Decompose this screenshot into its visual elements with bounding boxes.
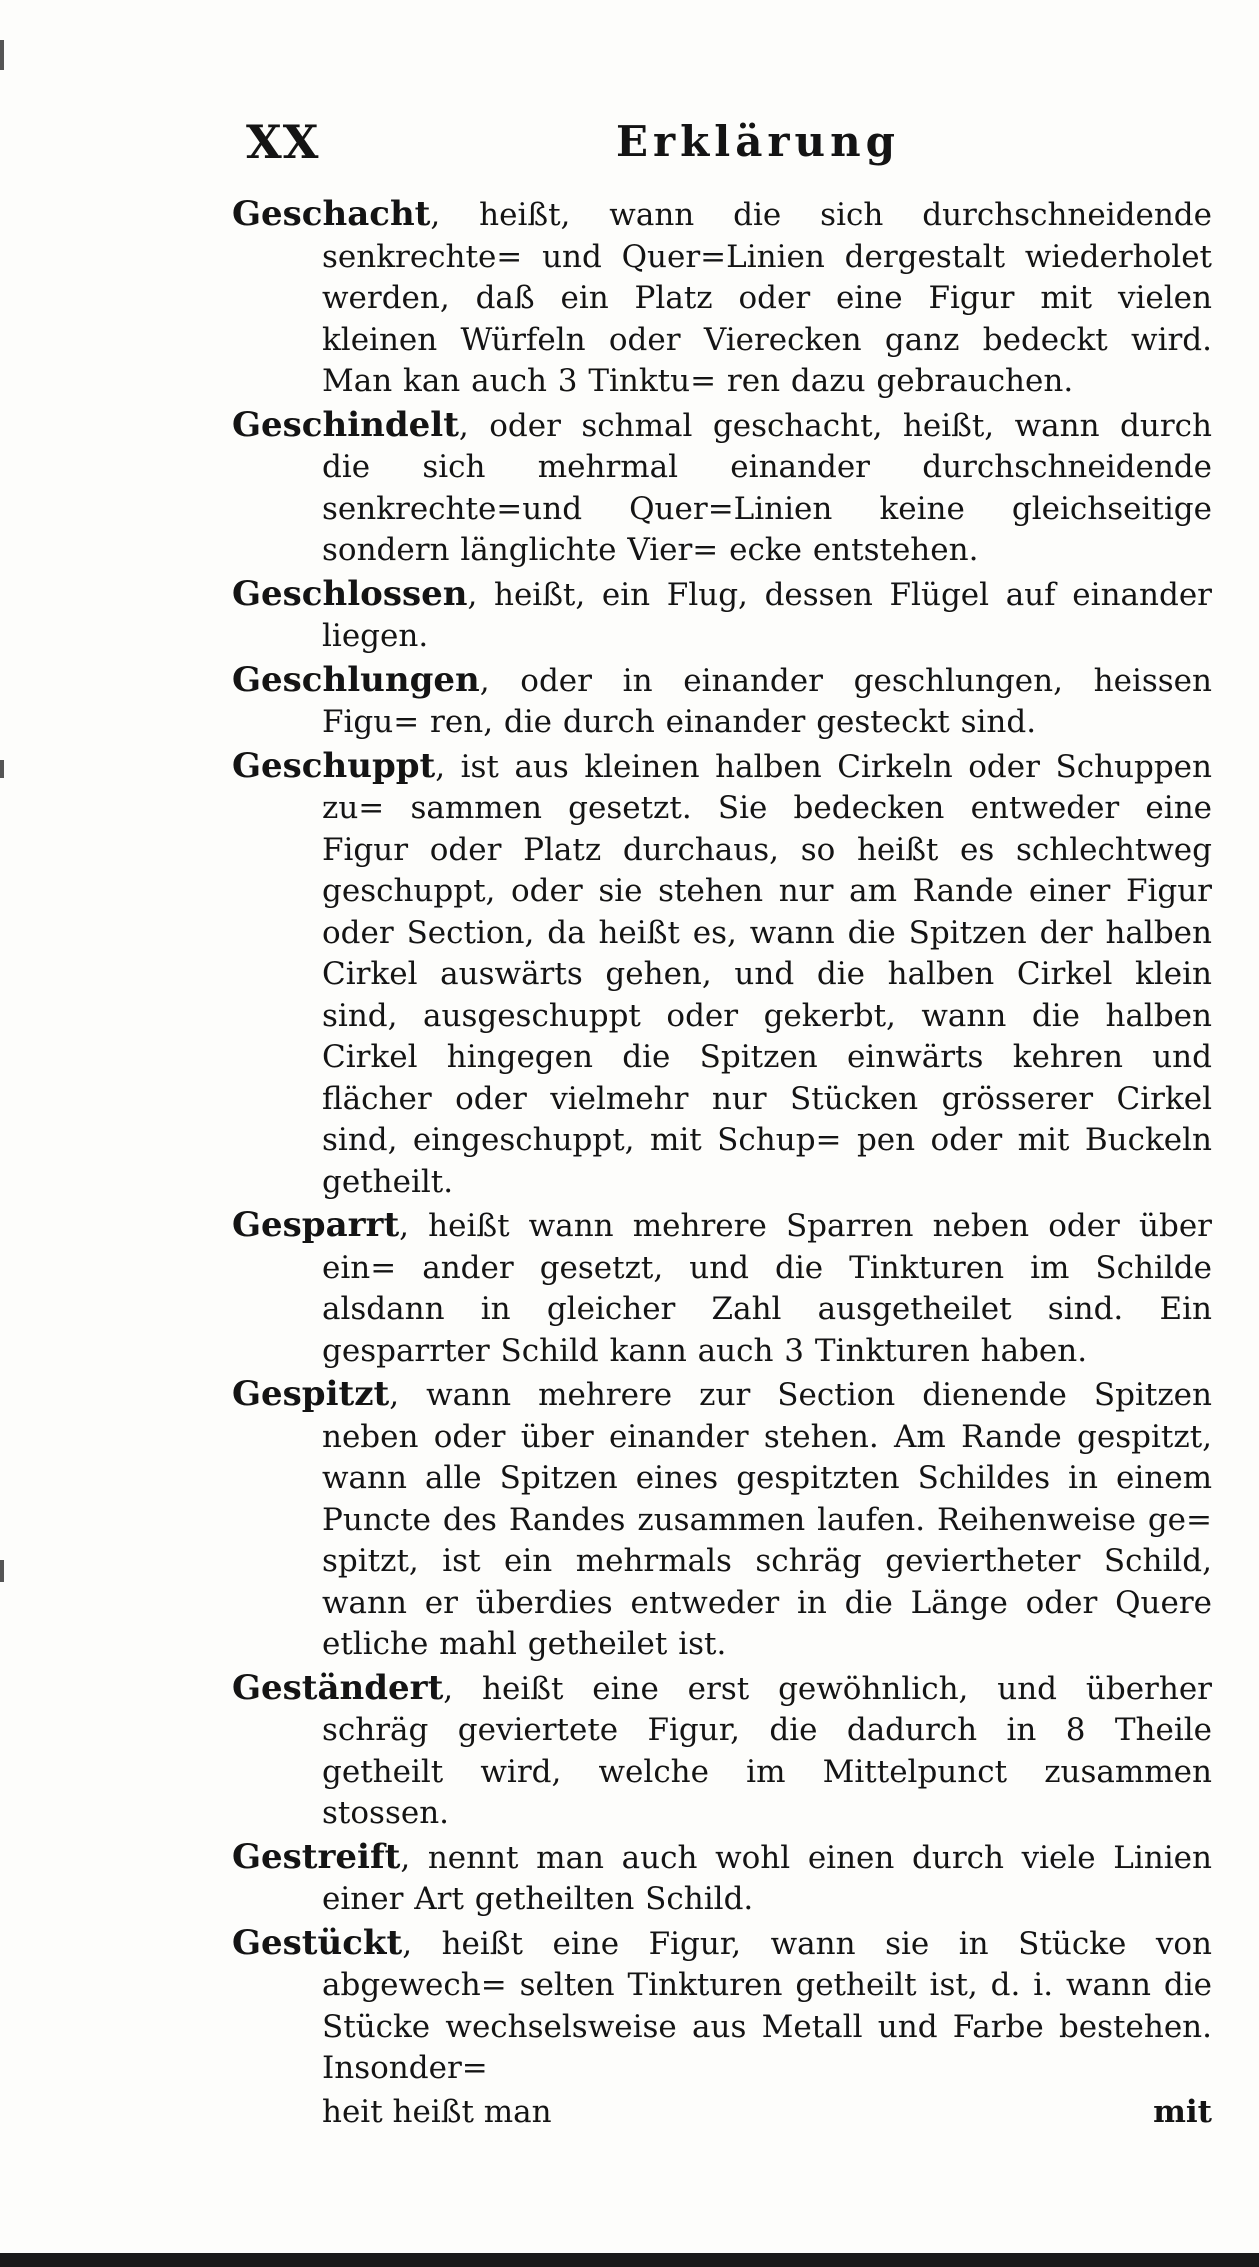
- entry-text: , heißt eine Figur, wann sie in Stücke von abgewech= selten Tinkturen getheilt ist, d. i. wann die Stücke wechselsweise aus Metall und Farbe bestehen. Insonder=: [322, 1925, 1212, 2086]
- glossary-entry: [232, 1205, 1212, 1372]
- entry-term: Geschuppt: [232, 745, 436, 786]
- entry-term: Geschindelt: [232, 404, 459, 445]
- entry-text: , ist aus kleinen halben Cirkeln oder Schuppen zu= sammen gesetzt. Sie bedecken entweder eine Figur oder Platz durchaus, so heißt es schlechtweg geschuppt, oder sie stehen nur am Rande einer Figur oder Section, da heißt es, wann die Spitzen der halben Cirkel auswärts gehen, und die halben Cirkel klein sind, ausgeschuppt oder gekerbt, wann die halben Cirkel hingegen die Spitzen einwärts kehren und flächer oder vielmehr nur Stücken grösserer Cirkel sind, eingeschuppt, mit Schup= pen oder mit Buckeln getheilt.: [322, 748, 1212, 1200]
- entry-term: Gestückt: [232, 1922, 403, 1963]
- catchword: mit: [1153, 2093, 1212, 2130]
- entry-text: , nennt man auch wohl einen durch viele Linien einer Art getheilten Schild.: [322, 1839, 1212, 1917]
- scan-edge-mark: [0, 760, 4, 778]
- entry-text: , heißt wann mehrere Sparren neben oder über ein= ander gesetzt, und die Tinkturen im Schilde alsdann in gleicher Zahl ausgetheilet sind. Ein gesparrter Schild kann auch 3 Tinkturen haben.: [322, 1208, 1212, 1369]
- glossary-entry: [232, 574, 1212, 658]
- entry-term: Geständert: [232, 1667, 444, 1708]
- entry-text: , oder in einander geschlungen, heissen Figu= ren, die durch einander gesteckt sind.: [322, 662, 1212, 740]
- glossary-entries: [232, 194, 1212, 2134]
- entry-term: Geschlossen: [232, 573, 468, 614]
- glossary-entry: [232, 194, 1212, 403]
- entry-term: Geschlungen: [232, 659, 480, 700]
- entry-term: Gesparrt: [232, 1205, 400, 1245]
- glossary-entry: [232, 746, 1212, 1204]
- running-title: Erklärung: [616, 117, 900, 166]
- running-head: [246, 115, 1186, 175]
- entry-text: , oder schmal geschacht, heißt, wann durch die sich mehrmal einander durchschneidende senkrechte=und Quer=Linien keine gleichseitige sondern länglichte Vier= ecke entstehen.: [322, 407, 1212, 568]
- entry-text: , heißt, ein Flug, dessen Flügel auf einander liegen.: [322, 576, 1212, 654]
- entry-text: , heißt eine erst gewöhnlich, und überher schräg geviertete Figur, die dadurch in 8 Theile getheilt wird, welche im Mittelpunct zusammen stossen.: [322, 1670, 1212, 1831]
- scan-edge-mark: [0, 1560, 4, 1582]
- page-number: XX: [246, 115, 320, 169]
- glossary-entry: [232, 1923, 1212, 2090]
- glossary-entry: [232, 1374, 1212, 1666]
- entry-term: Geschacht: [232, 194, 431, 234]
- scan-bottom-border: [0, 2253, 1259, 2267]
- glossary-entry: [232, 1837, 1212, 1921]
- entry-text: , wann mehrere zur Section dienende Spitzen neben oder über einander stehen. Am Rande gespitzt, wann alle Spitzen eines gespitzten Schildes in einem Puncte des Randes zusammen laufen. Reihenweise ge= spitzt, ist ein mehrmals schräg geviertheter Schild, wann er überdies entweder in die Länge oder Quere etliche mahl getheilet ist.: [322, 1377, 1212, 1662]
- final-line: [322, 2092, 1212, 2134]
- glossary-entry: [232, 405, 1212, 572]
- scan-edge-mark: [0, 40, 4, 70]
- glossary-entry: [232, 1668, 1212, 1835]
- entry-text: , heißt, wann die sich durchschneidende senkrechte= und Quer=Linien dergestalt wiederholet werden, daß ein Platz oder eine Figur mit vielen kleinen Würfeln oder Vierecken ganz bedeckt wird. Man kan auch 3 Tinktu= ren dazu gebrauchen.: [322, 197, 1212, 399]
- entry-term: Gestreift: [232, 1836, 401, 1877]
- entry-term: Gespitzt: [232, 1374, 390, 1414]
- glossary-entry: [232, 660, 1212, 744]
- final-line-text: heit heißt man: [322, 2093, 552, 2130]
